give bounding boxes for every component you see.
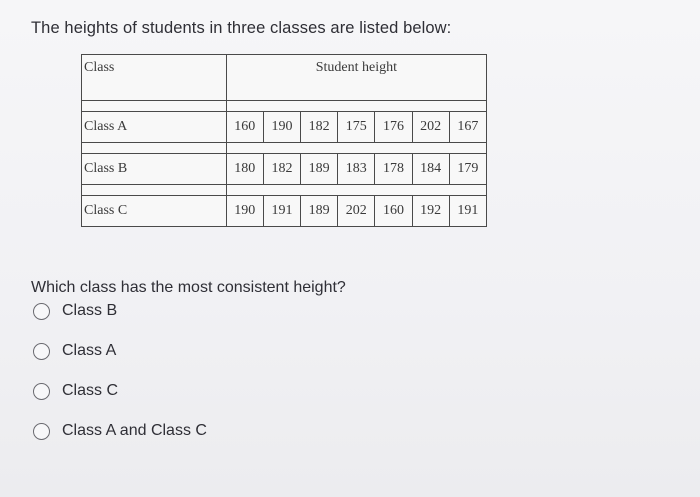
row-label: Class C (82, 196, 227, 227)
header-student-height-cell: Student height (226, 55, 486, 101)
height-cell: 176 (375, 112, 412, 143)
height-cell: 202 (412, 112, 449, 143)
height-cell: 183 (338, 154, 375, 185)
gap-cell (226, 143, 486, 154)
height-cell: 190 (226, 196, 263, 227)
gap-cell (226, 101, 486, 112)
table-row (82, 196, 487, 227)
height-cell: 190 (263, 112, 300, 143)
table-header-row (82, 55, 487, 101)
table-gap-row (82, 185, 487, 196)
header-class-cell: Class (82, 55, 227, 101)
row-label: Class A (82, 112, 227, 143)
radio-button[interactable] (33, 383, 50, 400)
height-cell: 184 (412, 154, 449, 185)
height-cell: 160 (375, 196, 412, 227)
gap-cell (226, 185, 486, 196)
radio-button[interactable] (33, 303, 50, 320)
intro-text: The heights of students in three classes are listed below: (31, 19, 452, 37)
option-class-a[interactable] (33, 340, 116, 362)
height-cell: 189 (301, 196, 338, 227)
option-label: Class B (62, 302, 118, 319)
height-cell: 202 (338, 196, 375, 227)
table-gap-row (82, 101, 487, 112)
radio-button[interactable] (33, 343, 50, 360)
option-class-a-and-c[interactable] (33, 420, 207, 442)
height-cell: 179 (449, 154, 486, 185)
option-label: Class A and Class C (62, 422, 207, 439)
gap-cell (82, 185, 227, 196)
option-class-c[interactable] (33, 380, 118, 402)
row-label: Class B (82, 154, 227, 185)
height-cell: 182 (263, 154, 300, 185)
heights-table-container (81, 54, 487, 221)
height-cell: 175 (338, 112, 375, 143)
gap-cell (82, 101, 227, 112)
height-cell: 192 (412, 196, 449, 227)
heights-table (81, 54, 487, 227)
option-class-b[interactable] (33, 300, 117, 322)
table-row (82, 112, 487, 143)
height-cell: 178 (375, 154, 412, 185)
height-cell: 182 (301, 112, 338, 143)
height-cell: 160 (226, 112, 263, 143)
radio-button[interactable] (33, 423, 50, 440)
gap-cell (82, 143, 227, 154)
option-label: Class C (62, 382, 119, 399)
option-label: Class A (62, 342, 117, 359)
question-text: Which class has the most consistent height? (31, 279, 346, 296)
height-cell: 189 (301, 154, 338, 185)
table-row (82, 154, 487, 185)
height-cell: 191 (263, 196, 300, 227)
height-cell: 191 (449, 196, 486, 227)
height-cell: 180 (226, 154, 263, 185)
table-gap-row (82, 143, 487, 154)
height-cell: 167 (449, 112, 486, 143)
